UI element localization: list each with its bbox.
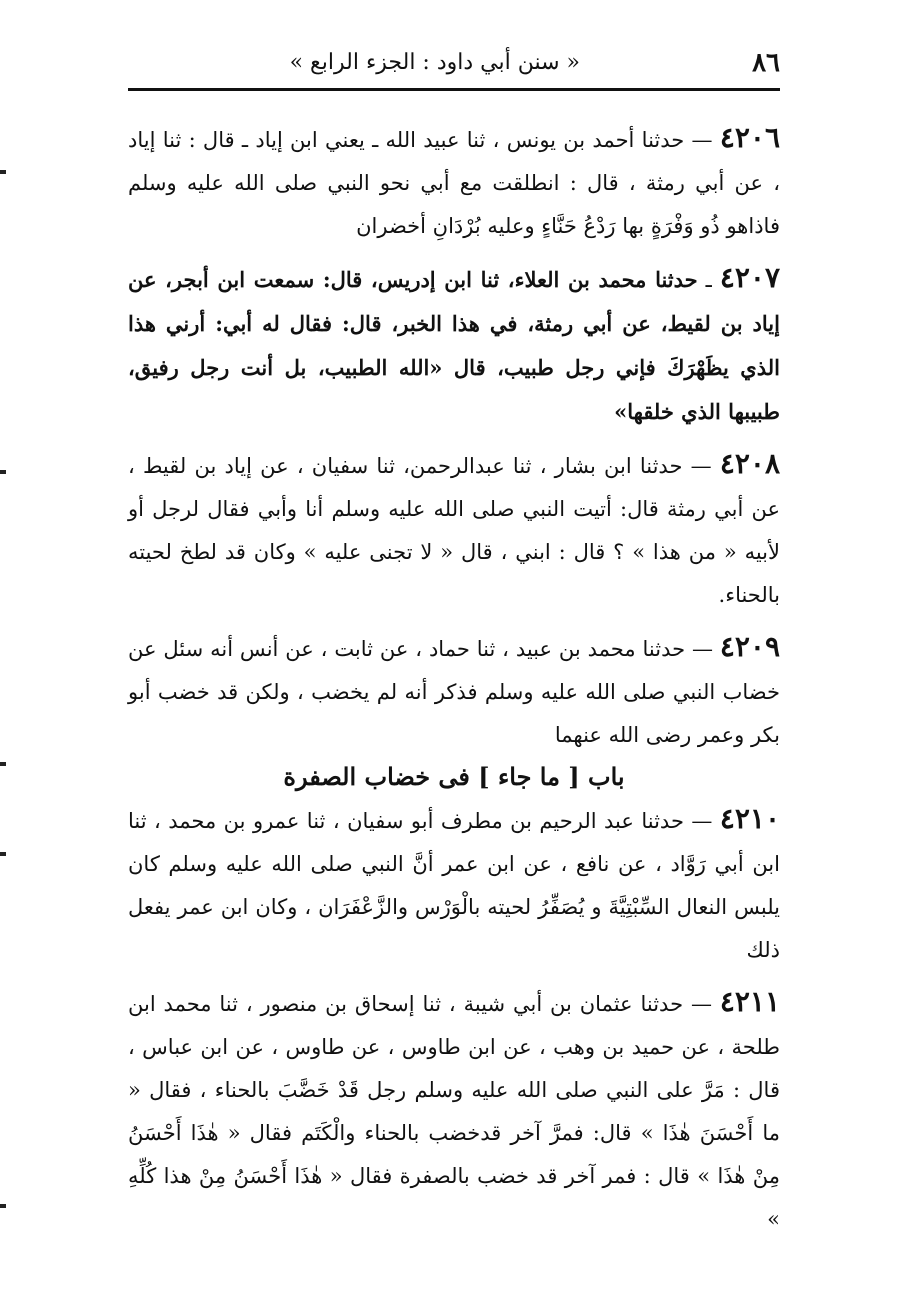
hadith-text: حدثنا عبد الرحيم بن مطرف أبو سفيان ، ثنا عمرو بن محمد ، ثنا ابن أبي رَوَّاد ، عن نافع ، عن ابن عمر أنَّ النبي صلى الله عليه وسلم كان يلبس النعال السِّبْتِيَّةَ و يُصَفِّرُ لحيته بالْوَرْس والزَّعْفَرَان ، وكان ابن عمر يفعل ذلك [128,809,780,962]
hadith-dash: — [683,809,720,833]
hadith-4209 [128,625,780,757]
hadith-number: ٤٢١١ [719,985,780,1018]
hadith-4207 [128,256,780,434]
hadith-4208 [128,442,780,617]
hadith-dash: ـ [697,268,720,292]
hadith-text: حدثنا ابن بشار ، ثنا عبدالرحمن، ثنا سفيان ، عن إياد بن لقيط ، عن أبي رمثة قال: أتيت النبي صلى الله عليه وسلم أنا وأبي فقال لرجل أو لأبيه « من هذا » ؟ قال : ابني ، قال « لا تجنى عليه » وكان قد لطخ لحيته بالحناء. [128,454,780,607]
hadith-number: ٤٢٠٨ [719,447,780,480]
hadith-4210 [128,797,780,972]
hadith-number: ٤٢٠٧ [719,261,780,294]
page-header [128,42,780,92]
hadith-dash: — [683,992,720,1016]
hadith-text: حدثنا محمد بن عبيد ، ثنا حماد ، عن ثابت ، عن أنس أنه سئل عن خضاب النبي صلى الله عليه وسلم فذكر أنه لم يخضب ، ولكن قد خضب أبو بكر وعمر رضى الله عنهما [128,637,780,747]
chapter-heading: باب [ ما جاء ] فى خضاب الصفرة [283,762,625,791]
scan-edge-mark [0,470,6,474]
hadith-number: ٤٢١٠ [719,802,780,835]
running-title: « سنن أبي داود : الجزء الرابع » [289,50,580,75]
hadith-dash: — [682,454,720,478]
page-body [128,116,780,1241]
hadith-dash: — [684,128,720,152]
hadith-text: حدثنا أحمد بن يونس ، ثنا عبيد الله ـ يعني ابن إياد ـ قال : ثنا إياد ، عن أبي رمثة ، قال : انطلقت مع أبي نحو النبي صلى الله عليه وسلم فاذاهو ذُو وَفْرَةٍ بها رَدْعُ حَنَّاءٍ وعليه بُرْدَانِ أخضران [128,128,780,238]
hadith-4211 [128,980,780,1241]
hadith-number: ٤٢٠٦ [719,121,780,154]
hadith-number: ٤٢٠٩ [719,630,780,663]
hadith-dash: — [685,637,720,661]
scan-edge-mark [0,762,6,766]
scan-edge-mark [0,170,6,174]
hadith-text: حدثنا محمد بن العلاء، ثنا ابن إدريس، قال: سمعت ابن أبجر، عن إياد بن لقيط، عن أبي رمثة، في هذا الخبر، قال: فقال له أبي: أرني هذا الذي يظَهْرَكَ فإني رجل طبيب، قال «الله الطبيب، بل أنت رجل رفيق، طبيبها الذي خلقها» [128,267,780,424]
scan-edge-mark [0,852,6,856]
hadith-4206 [128,116,780,248]
header-rule [128,88,780,91]
page-number: ٨٦ [752,48,780,78]
scan-edge-mark [0,1204,6,1208]
hadith-text: حدثنا عثمان بن أبي شيبة ، ثنا إسحاق بن منصور ، ثنا محمد ابن طلحة ، عن حميد بن وهب ، عن ابن طاوس ، عن طاوس ، عن ابن عباس ، قال : مَرَّ على النبي صلى الله عليه وسلم رجل قَدْ خَضَّبَ بالحناء ، فقال « ما أَحْسَنَ هٰذَا » قال: فمرَّ آخر قدخضب بالحناء والْكَتَم فقال « هٰذَا أَحْسَنُ مِنْ هٰذَا » قال : فمر آخر قد خضب بالصفرة فقال « هٰذَا أَحْسَنُ مِنْ هذا كُلِّهِ » [128,992,780,1231]
